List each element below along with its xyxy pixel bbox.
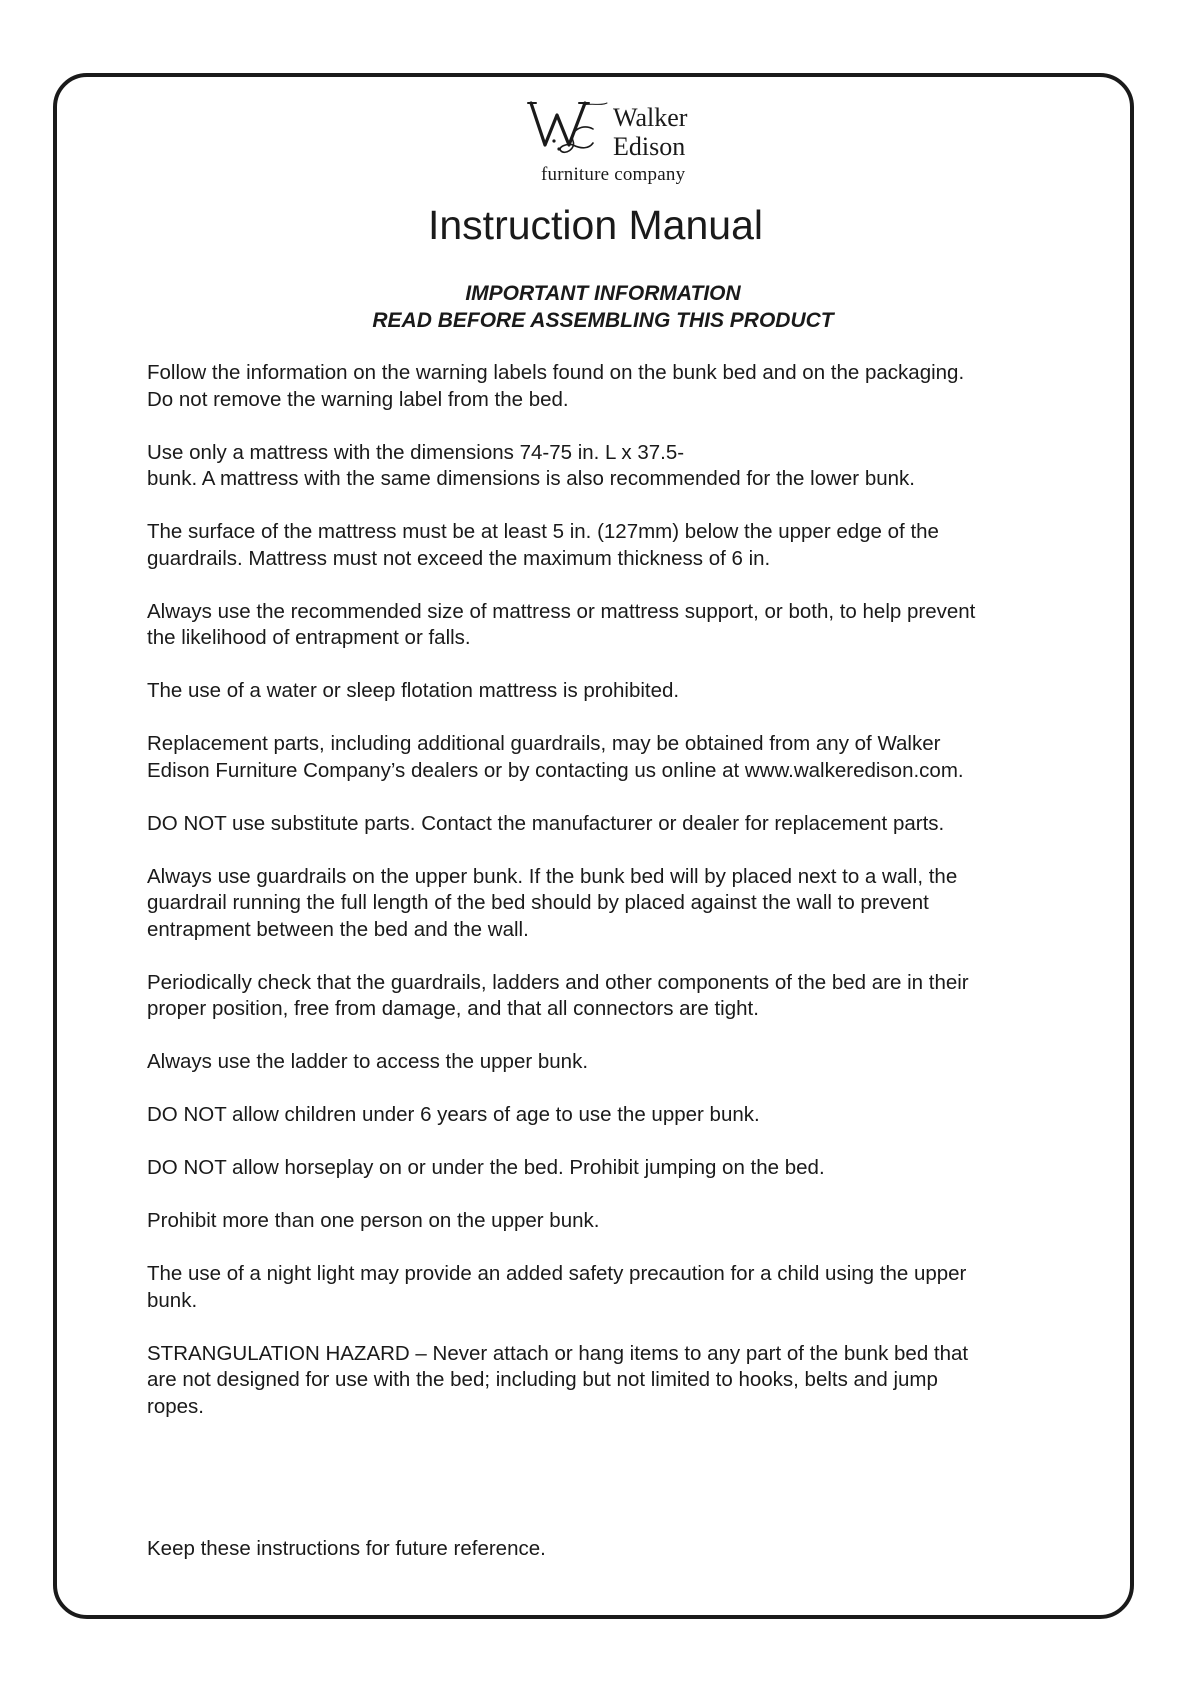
safety-instructions <box>147 360 1077 1447</box>
paragraph-line: The use of a night light may provide an added safety precaution for a child using the upper <box>147 1262 967 1285</box>
paragraph-water-mattress <box>147 678 1077 705</box>
paragraph-line: The surface of the mattress must be at least 5 in. (127mm) below the upper edge of the <box>147 520 939 543</box>
paragraph-line: Edison Furniture Company’s dealers or by contacting us online at www.walkeredison.com. <box>147 758 964 782</box>
paragraph-line: bunk. <box>147 1288 198 1312</box>
logo-name-line2: Edison <box>613 132 686 161</box>
paragraph-guardrails <box>147 864 1077 944</box>
paragraph-line: Follow the information on the warning labels found on the bunk bed and on the packaging. <box>147 361 965 384</box>
we-monogram-icon <box>527 97 617 159</box>
paragraph-line: Always use guardrails on the upper bunk. If the bunk bed will by placed next to a wall, the <box>147 864 958 888</box>
paragraph-ladder <box>147 1049 1077 1076</box>
paragraph-line: DO NOT allow children under 6 years of age to use the upper bunk. <box>147 1103 760 1126</box>
important-line1: IMPORTANT INFORMATION <box>465 282 741 305</box>
paragraph-line: guardrail running the full length of the bed should by placed against the wall to prevent <box>147 891 929 914</box>
page-title: Instruction Manual <box>427 202 763 248</box>
paragraph-replacement-parts <box>147 731 1077 784</box>
logo-tagline: furniture company <box>541 164 686 185</box>
paragraph-line: the likelihood of entrapment or falls. <box>147 626 471 649</box>
paragraph-substitute-parts <box>147 811 1077 838</box>
paragraph-night-light <box>147 1261 1077 1314</box>
paragraph-mattress-surface <box>147 519 1077 572</box>
paragraph-one-person <box>147 1208 1077 1235</box>
paragraph-horseplay <box>147 1155 1077 1182</box>
important-line2: READ BEFORE ASSEMBLING THIS PRODUCT <box>372 309 834 332</box>
paragraph-line: ropes. <box>147 1394 204 1418</box>
paragraph-line: Prohibit more than one person on the upper bunk. <box>147 1209 600 1232</box>
paragraph-line: Replacement parts, including additional guardrails, may be obtained from any of Walker <box>147 732 941 755</box>
paragraph-strangulation-hazard <box>147 1341 1077 1421</box>
footer-note: Keep these instructions for future reference. <box>147 1537 546 1560</box>
paragraph-line: Always use the recommended size of mattress or mattress support, or both, to help prevent <box>147 599 976 623</box>
paragraph-periodic-check <box>147 970 1077 1023</box>
logo-wordmark <box>613 103 687 161</box>
paragraph-line: guardrails. Mattress must not exceed the maximum thickness of 6 in. <box>147 546 771 570</box>
paragraph-line: DO NOT allow horseplay on or under the bed. Prohibit jumping on the bed. <box>147 1156 825 1179</box>
important-heading <box>0 280 1191 334</box>
paragraph-line: Periodically check that the guardrails, ladders and other components of the bed are in their <box>147 970 969 994</box>
paragraph-line: bunk. A mattress with the same dimensions is also recommended for the lower bunk. <box>147 467 915 490</box>
paragraph-line: Do not remove the warning label from the bed. <box>147 387 569 411</box>
paragraph-mattress-dimensions <box>147 440 1077 493</box>
paragraph-warning-labels <box>147 360 1077 413</box>
paragraph-line: proper position, free from damage, and that all connectors are tight. <box>147 997 759 1020</box>
paragraph-line: Always use the ladder to access the upper bunk. <box>147 1050 589 1073</box>
paragraph-line: are not designed for use with the bed; including but not limited to hooks, belts and jump <box>147 1368 938 1391</box>
logo-name-line1: Walker <box>613 103 688 132</box>
paragraph-line: STRANGULATION HAZARD – Never attach or hang items to any part of the bunk bed that <box>147 1341 969 1365</box>
company-logo <box>527 97 707 192</box>
paragraph-line: The use of a water or sleep flotation mattress is prohibited. <box>147 679 680 702</box>
paragraph-line: Use only a mattress with the dimensions 74-75 in. L x 37.5- <box>147 440 685 464</box>
paragraph-recommended-size <box>147 599 1077 652</box>
paragraph-age-limit <box>147 1102 1077 1129</box>
paragraph-line: entrapment between the bed and the wall. <box>147 917 529 941</box>
paragraph-line: DO NOT use substitute parts. Contact the manufacturer or dealer for replacement parts. <box>147 811 945 835</box>
